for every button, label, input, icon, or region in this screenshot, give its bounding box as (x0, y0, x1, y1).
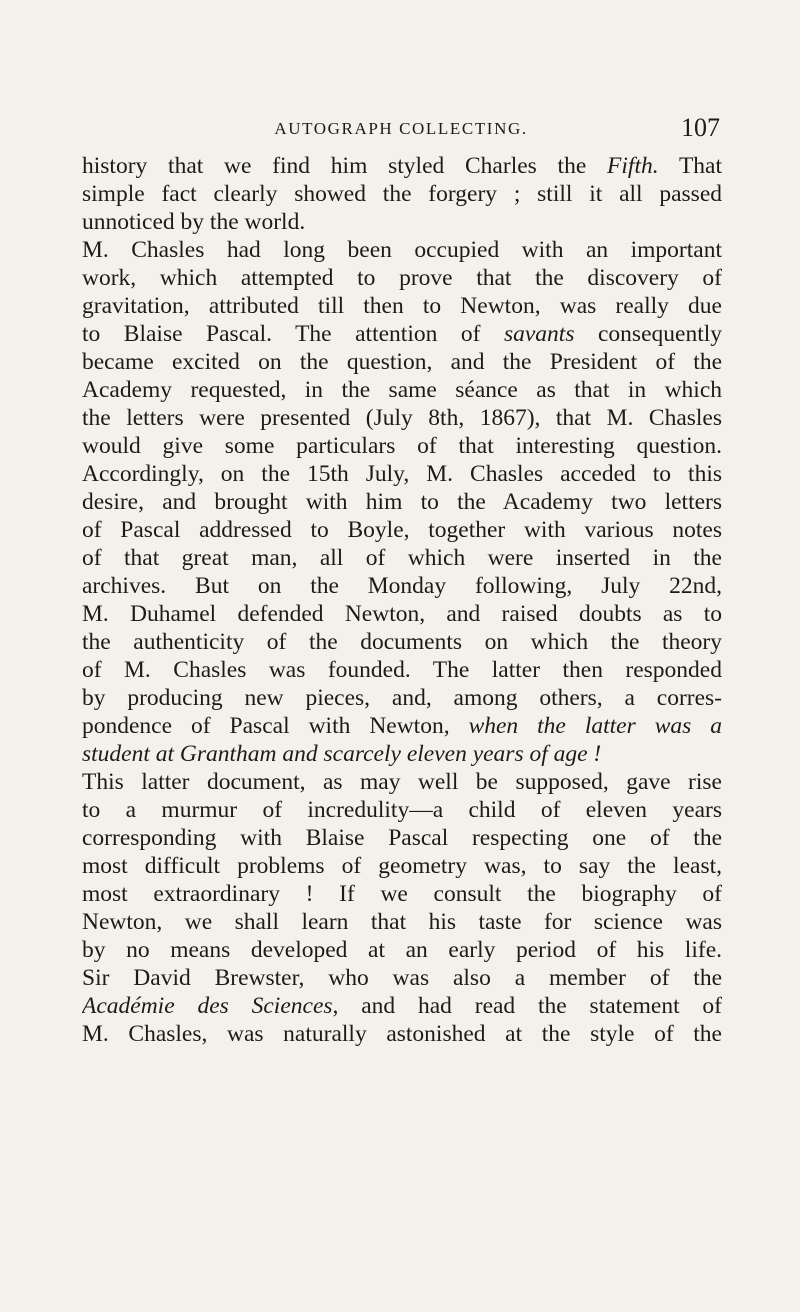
text-run: of Pascal addressed to Boyle, together with various notes (82, 517, 722, 543)
text-run: That (658, 153, 722, 179)
text-run: would give some particulars of that interesting question. (82, 433, 722, 459)
text-line (82, 628, 722, 656)
italic-text: Académie des Sciences (82, 993, 333, 1019)
text-run: corresponding with Blaise Pascal respecting one of the (82, 825, 722, 851)
text-run: This latter document, as may well be supposed, gave rise (82, 769, 722, 795)
text-line (82, 516, 722, 544)
text-run: archives. But on the Monday following, July 22nd, (82, 573, 722, 599)
text-line (82, 712, 722, 740)
text-run: simple fact clearly showed the forgery ; still it all passed (82, 181, 722, 207)
text-run: Academy requested, in the same séance as that in which (82, 377, 722, 403)
text-run: to a murmur of incredulity—a child of eleven years (82, 797, 722, 823)
italic-text: when the latter was a (468, 713, 722, 739)
text-run: of M. Chasles was founded. The latter then responded (82, 657, 722, 683)
text-line (82, 964, 722, 992)
italic-text: Fifth. (607, 153, 659, 179)
text-line (82, 880, 722, 908)
italic-text: student at Grantham and scarcely eleven years of age ! (82, 741, 602, 767)
text-run: M. Duhamel defended Newton, and raised doubts as to (82, 601, 722, 627)
running-title: AUTOGRAPH COLLECTING. (274, 119, 528, 138)
text-run: consequently (574, 321, 722, 347)
text-line (82, 180, 722, 208)
text-line (82, 824, 722, 852)
text-line (82, 572, 722, 600)
text-run: gravitation, attributed till then to Newton, was really due (82, 293, 722, 319)
text-line (82, 348, 722, 376)
text-run: Accordingly, on the 15th July, M. Chasles acceded to this (82, 461, 722, 487)
text-run: the letters were presented (July 8th, 1867), that M. Chasles (82, 405, 722, 431)
text-run: became excited on the question, and the President of the (82, 349, 722, 375)
text-line (82, 600, 722, 628)
text-run: to Blaise Pascal. The attention of (82, 321, 504, 347)
text-line (82, 1020, 722, 1048)
text-run: M. Chasles had long been occupied with an important (82, 237, 722, 263)
text-run: by no means developed at an early period of his life. (82, 937, 722, 963)
italic-text: savants (503, 321, 575, 347)
page-number: 107 (681, 113, 720, 142)
text-run: the authenticity of the documents on which the theory (82, 629, 722, 655)
text-line (82, 768, 722, 796)
text-line (82, 208, 722, 236)
text-run: desire, and brought with him to the Academy two letters (82, 489, 722, 515)
text-line (82, 544, 722, 572)
text-line (82, 852, 722, 880)
text-line (82, 740, 722, 768)
text-run: work, which attempted to prove that the discovery of (82, 265, 722, 291)
text-line (82, 460, 722, 488)
text-run: pondence of Pascal with Newton, (82, 713, 469, 739)
text-line (82, 404, 722, 432)
text-line (82, 152, 722, 180)
text-line (82, 656, 722, 684)
text-line (82, 292, 722, 320)
text-line (82, 684, 722, 712)
body-text (82, 152, 722, 1048)
text-line (82, 936, 722, 964)
text-run: unnoticed by the world. (82, 209, 306, 235)
text-run: history that we find him styled Charles the (82, 153, 608, 179)
text-run: Newton, we shall learn that his taste for science was (82, 909, 722, 935)
text-run: most difficult problems of geometry was, to say the least, (82, 853, 722, 879)
text-line (82, 796, 722, 824)
text-run: by producing new pieces, and, among others, a corres- (82, 685, 722, 711)
text-line (82, 908, 722, 936)
text-run: of that great man, all of which were inserted in the (82, 545, 722, 571)
running-head (82, 112, 720, 148)
text-line (82, 236, 722, 264)
text-line (82, 432, 722, 460)
text-run: Sir David Brewster, who was also a member of the (82, 965, 722, 991)
text-run: M. Chasles, was naturally astonished at the style of the (82, 1021, 722, 1047)
text-line (82, 376, 722, 404)
text-run: , and had read the statement of (332, 993, 722, 1019)
text-line (82, 992, 722, 1020)
text-line (82, 264, 722, 292)
text-line (82, 488, 722, 516)
text-run: most extraordinary ! If we consult the biography of (82, 881, 722, 907)
text-line (82, 320, 722, 348)
